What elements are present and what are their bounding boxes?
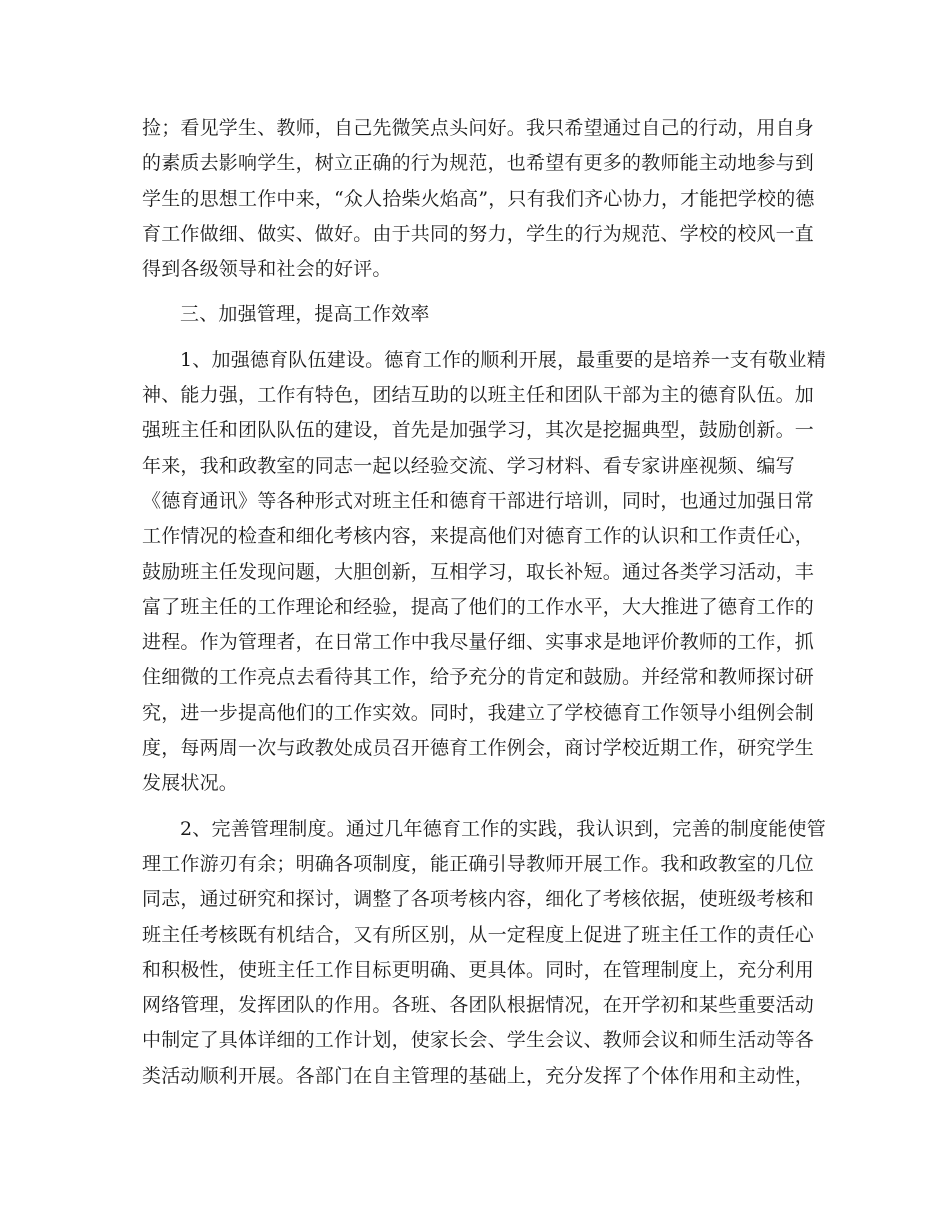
text-line: 1、加强德育队伍建设。德育工作的顺利开展，最重要的是培养一支有敬业精 bbox=[180, 348, 826, 371]
text-line: 住细微的工作亮点去看待其工作，给予充分的肯定和鼓励。并经常和教师探讨研 bbox=[142, 666, 815, 689]
text-line: 得到各级领导和社会的好评。 bbox=[142, 258, 392, 281]
text-line: 理工作游刃有余；明确各项制度，能正确引导教师开展工作。我和政教室的几位 bbox=[142, 852, 815, 875]
paragraph-team-building bbox=[142, 343, 826, 802]
text-line: 究，进一步提高他们的工作实效。同时，我建立了学校德育工作领导小组例会制 bbox=[142, 701, 815, 724]
text-line: 发展状况。 bbox=[142, 772, 239, 795]
paragraph-management-system bbox=[142, 812, 826, 1094]
document-body bbox=[142, 111, 826, 1094]
text-line: 和积极性，使班主任工作目标更明确、更具体。同时，在管理制度上，充分利用 bbox=[142, 958, 815, 981]
text-line: 网络管理，发挥团队的作用。各班、各团队根据情况，在开学初和某些重要活动 bbox=[142, 994, 815, 1017]
text-line: 强班主任和团队队伍的建设，首先是加强学习，其次是挖掘典型，鼓励创新。一 bbox=[142, 419, 815, 442]
paragraph-continuation bbox=[142, 111, 815, 287]
text-line: 2、完善管理制度。通过几年德育工作的实践，我认识到，完善的制度能使管 bbox=[180, 817, 826, 840]
text-line: 《德育通讯》等各种形式对班主任和德育干部进行培训，同时，也通过加强日常 bbox=[142, 489, 815, 512]
text-line: 鼓励班主任发现问题，大胆创新，互相学习，取长补短。通过各类学习活动，丰 bbox=[142, 560, 815, 583]
section-heading bbox=[142, 297, 812, 332]
text-line: 富了班主任的工作理论和经验，提高了他们的工作水平，大大推进了德育工作的 bbox=[142, 595, 815, 618]
text-line: 捡；看见学生、教师，自己先微笑点头问好。我只希望通过自己的行动，用自身 bbox=[142, 117, 815, 139]
text-line: 进程。作为管理者，在日常工作中我尽量仔细、实事求是地评价教师的工作，抓 bbox=[142, 631, 815, 654]
text-line: 年来，我和政教室的同志一起以经验交流、学习材料、看专家讲座视频、编写 bbox=[142, 454, 795, 477]
text-line: 工作情况的检查和细化考核内容，来提高他们对德育工作的认识和工作责任心， bbox=[142, 525, 815, 548]
text-line: 育工作做细、做实、做好。由于共同的努力，学生的行为规范、学校的校风一直 bbox=[142, 222, 815, 245]
text-line: 度，每两周一次与政教处成员召开德育工作例会，商讨学校近期工作，研究学生 bbox=[142, 737, 815, 760]
text-line: 中制定了具体详细的工作计划，使家长会、学生会议、教师会议和师生活动等各 bbox=[142, 1029, 815, 1052]
text-line: 班主任考核既有机结合，又有所区别，从一定程度上促进了班主任工作的责任心 bbox=[142, 923, 815, 946]
text-line: 学生的思想工作中来，“众人拾柴火焰高”，只有我们齐心协力，才能把学校的德 bbox=[142, 187, 815, 210]
section-heading-text: 三、加强管理，提高工作效率 bbox=[180, 303, 430, 326]
text-line: 神、能力强，工作有特色，团结互助的以班主任和团队干部为主的德育队伍。加 bbox=[142, 384, 815, 407]
text-line: 类活动顺利开展。各部门在自主管理的基础上，充分发挥了个体作用和主动性， bbox=[142, 1064, 815, 1087]
text-line: 的素质去影响学生，树立正确的行为规范，也希望有更多的教师能主动地参与到 bbox=[142, 152, 815, 175]
text-line: 同志，通过研究和探讨，调整了各项考核内容，细化了考核依据，使班级考核和 bbox=[142, 888, 815, 911]
